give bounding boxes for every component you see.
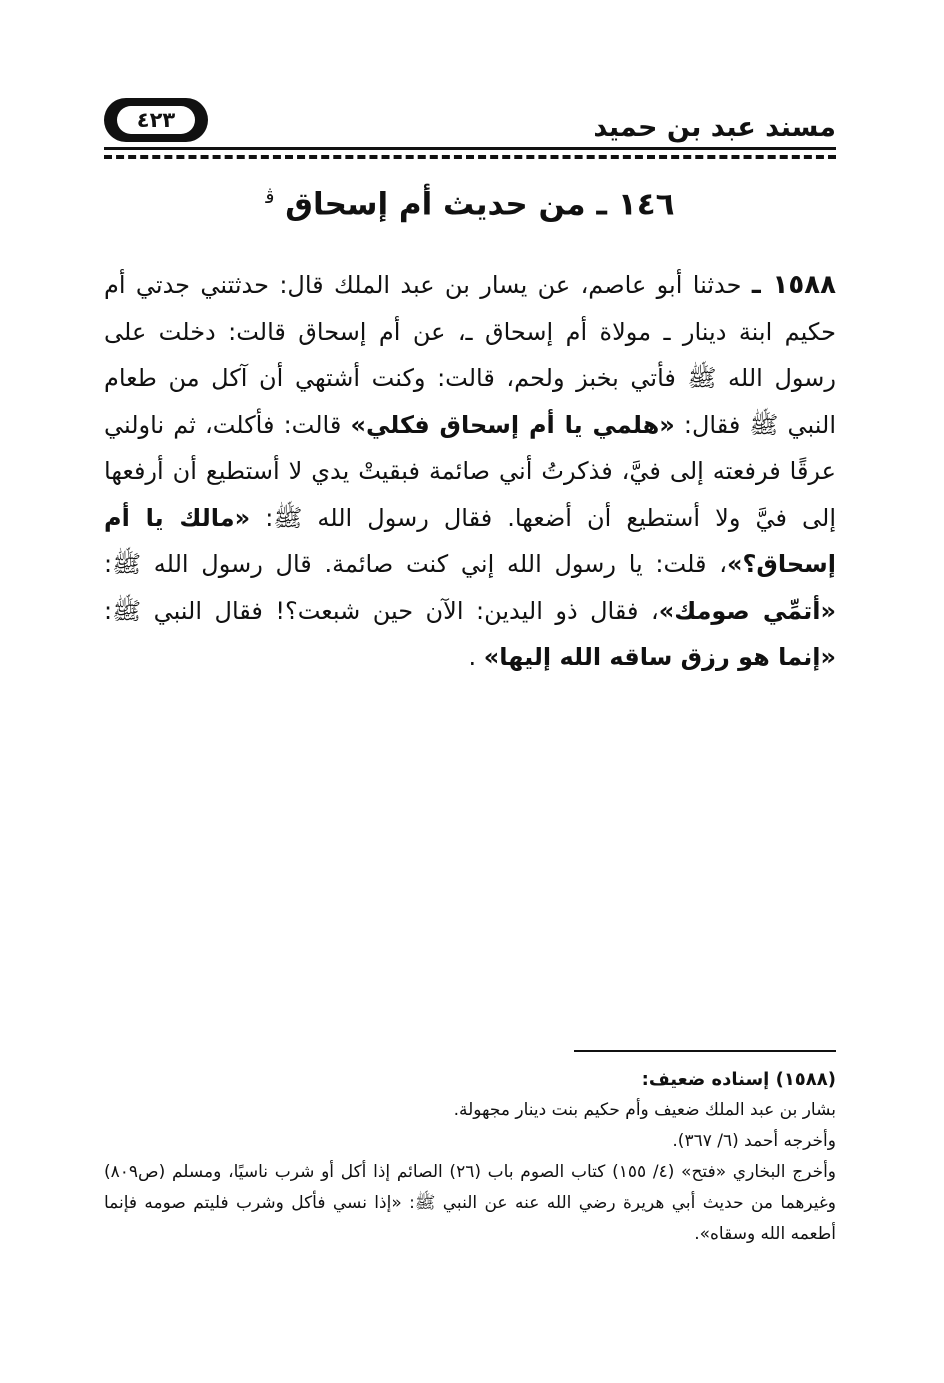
footnotes bbox=[104, 1064, 836, 1250]
footnote-line-2: وأخرجه أحمد (٦/ ٣٦٧). bbox=[672, 1131, 836, 1151]
footnote-line-1: بشار بن عبد الملك ضعيف وأم حكيم بنت دينار مجهولة. bbox=[453, 1100, 836, 1120]
footnote-line-3: وأخرج البخاري «فتح» (٤/ ١٥٥) كتاب الصوم باب (٢٦) الصائم إذا أكل أو شرب ناسيًا، ومسلم (ص٨٠٩) وغيرهما من حديث أبي هريرة رضي الله عنه عن النبي ﷺ: «إذا نسي فأكل وشرب فليتم صومه فإنما أطعمه الله وسقاه». bbox=[104, 1162, 837, 1244]
hadith-part-3: ، قلت: يا رسول الله إني كنت صائمة. قال رسول الله ﷺ: bbox=[104, 550, 727, 578]
running-header-title: مسند عبد بن حميد bbox=[593, 112, 836, 143]
hadith-end: . bbox=[468, 643, 477, 671]
hadith-part-4: ، فقال ذو اليدين: الآن حين شبعت؟! فقال النبي ﷺ: bbox=[104, 596, 659, 625]
header-rule-dashed bbox=[104, 155, 836, 159]
page-number-badge bbox=[104, 98, 208, 142]
hadith-part-2: قالت: فأكلت، ثم ناولني عرقًا فرفعته إلى فيَّ، فذكرتُ أني صائمة فبقيتْ يدي لا أستطيع أن أرفعها إلى فيَّ ولا أستطيع أن أضعها. فقال رسول الله ﷺ: bbox=[104, 410, 836, 532]
hadith-number: ١٥٨٨ ـ bbox=[751, 270, 836, 300]
hadith-quote-1: «هلمي يا أم إسحاق فكلي» bbox=[350, 410, 675, 439]
hadith-part-1: حدثنا أبو عاصم، عن يسار بن عبد الملك قال: حدثتني جدتي أم حكيم ابنة دينار ـ مولاة أم إسحاق ـ، عن أم إسحاق قالت: دخلت على رسول الله ﷺ فأتي بخبز ولحم، قالت: وكنت أشتهي أن آكل من طعام النبي ﷺ فقال: bbox=[104, 271, 836, 439]
footnote-separator bbox=[574, 1050, 836, 1052]
honorific-glyph: ﭬ bbox=[265, 186, 275, 208]
hadith-quote-2: «مالك يا أم إسحاق؟» bbox=[104, 503, 836, 578]
page-number: ٤٢٣ bbox=[117, 106, 195, 134]
hadith-quote-4: «إنما هو رزق ساقه الله إليها» bbox=[483, 643, 836, 671]
header-rule-solid bbox=[104, 147, 836, 150]
chapter-heading bbox=[104, 186, 836, 222]
hadith-quote-3: «أتمِّي صومك» bbox=[658, 596, 836, 625]
hadith-text bbox=[104, 262, 836, 681]
footnote-heading: (١٥٨٨) إسناده ضعيف: bbox=[641, 1069, 836, 1090]
chapter-title-text: ١٤٦ ـ من حديث أم إسحاق bbox=[285, 186, 675, 223]
